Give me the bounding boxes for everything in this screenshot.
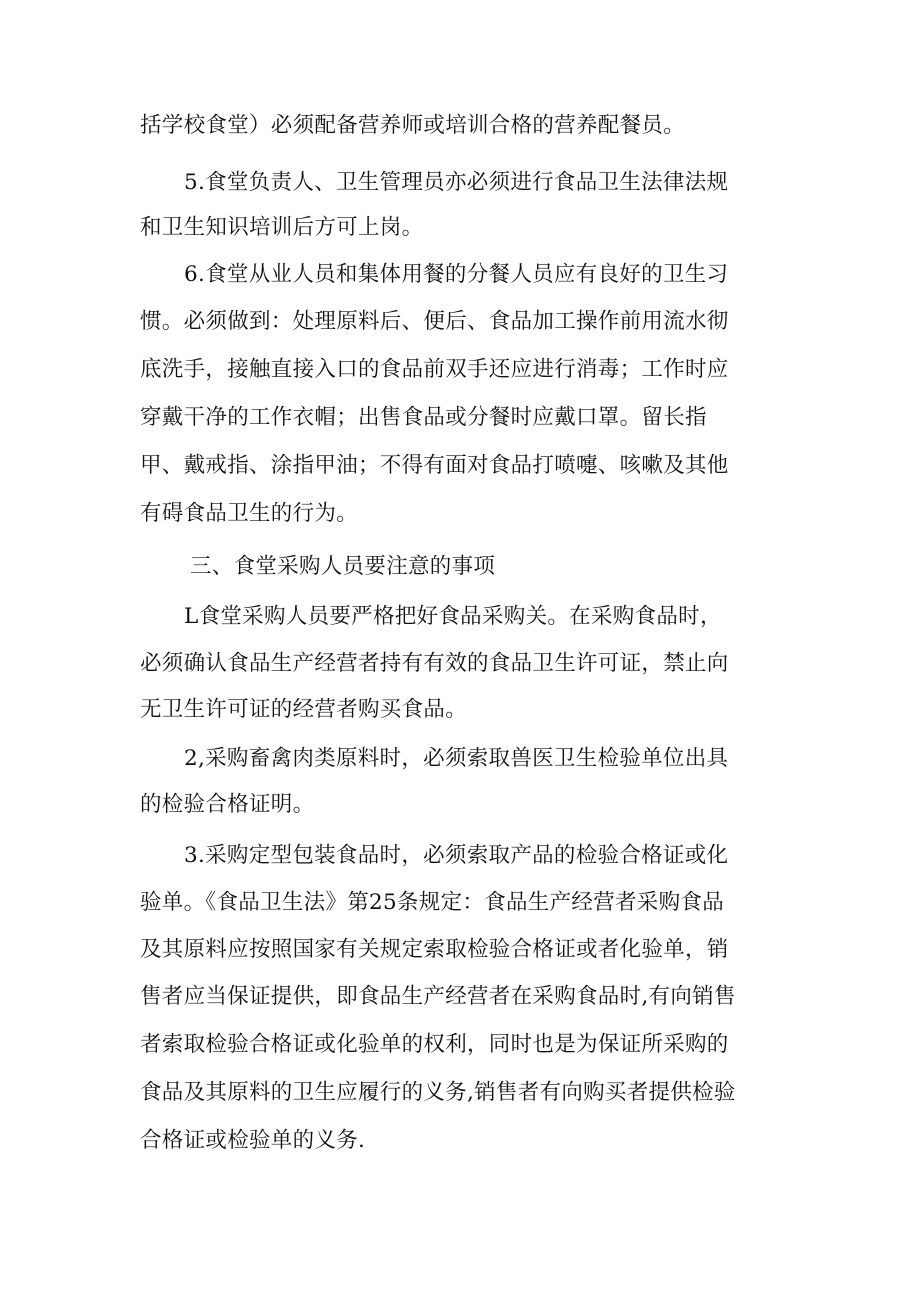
text-line: 者索取检验合格证或化验单的权利，同时也是为保证所采购的 (140, 1032, 729, 1057)
text-line: 合格证或检验单的义务. (140, 1128, 366, 1153)
text-line: 2,采购畜禽肉类原料时，必须索取兽医卫生检验单位出具 (184, 746, 729, 771)
text-line: 5.食堂负责人、卫生管理员亦必须进行食品卫生法律法规 (184, 170, 729, 195)
text-line: 惯。必须做到：处理原料后、便后、食品加工操作前用流水彻 (140, 309, 729, 334)
text-line: 甲、戴戒指、涂指甲油；不得有面对食品打喷嚏、咳嗽及其他 (140, 453, 729, 478)
text-line: L食堂采购人员要严格把好食品采购关。在采购食品时， (184, 604, 722, 629)
text-line: 和卫生知识培训后方可上岗。 (140, 215, 424, 240)
text-line: 6.食堂从业人员和集体用餐的分餐人员应有良好的卫生习 (184, 262, 729, 287)
text-line: 必须确认食品生产经营者持有有效的食品卫生许可证，禁止向 (140, 651, 729, 676)
text-line: 底洗手，接触直接入口的食品前双手还应进行消毒；工作时应 (140, 357, 729, 382)
text-line: 无卫生许可证的经营者购买食品。 (140, 697, 468, 722)
text-line: 穿戴干净的工作衣帽；出售食品或分餐时应戴口罩。留长指 (140, 405, 707, 430)
section-heading: 三、食堂采购人员要注意的事项 (190, 554, 496, 579)
text-line: 食品及其原料的卫生应履行的义务,销售者有向购买者提供检验 (140, 1080, 736, 1105)
text-line: 有碍食品卫生的行为。 (140, 501, 359, 526)
text-line: 括学校食堂）必须配备营养师或培训合格的营养配餐员。 (140, 113, 686, 138)
text-line: 及其原料应按照国家有关规定索取检验合格证或者化验单，销 (140, 937, 729, 962)
text-line: 验单。《食品卫生法》第25条规定：食品生产经营者采购食品 (140, 890, 725, 915)
text-line: 3.采购定型包装食品时，必须索取产品的检验合格证或化 (184, 843, 729, 868)
text-line: 的检验合格证明。 (140, 792, 315, 817)
text-line: 售者应当保证提供，即食品生产经营者在采购食品时,有向销售 (140, 984, 736, 1009)
